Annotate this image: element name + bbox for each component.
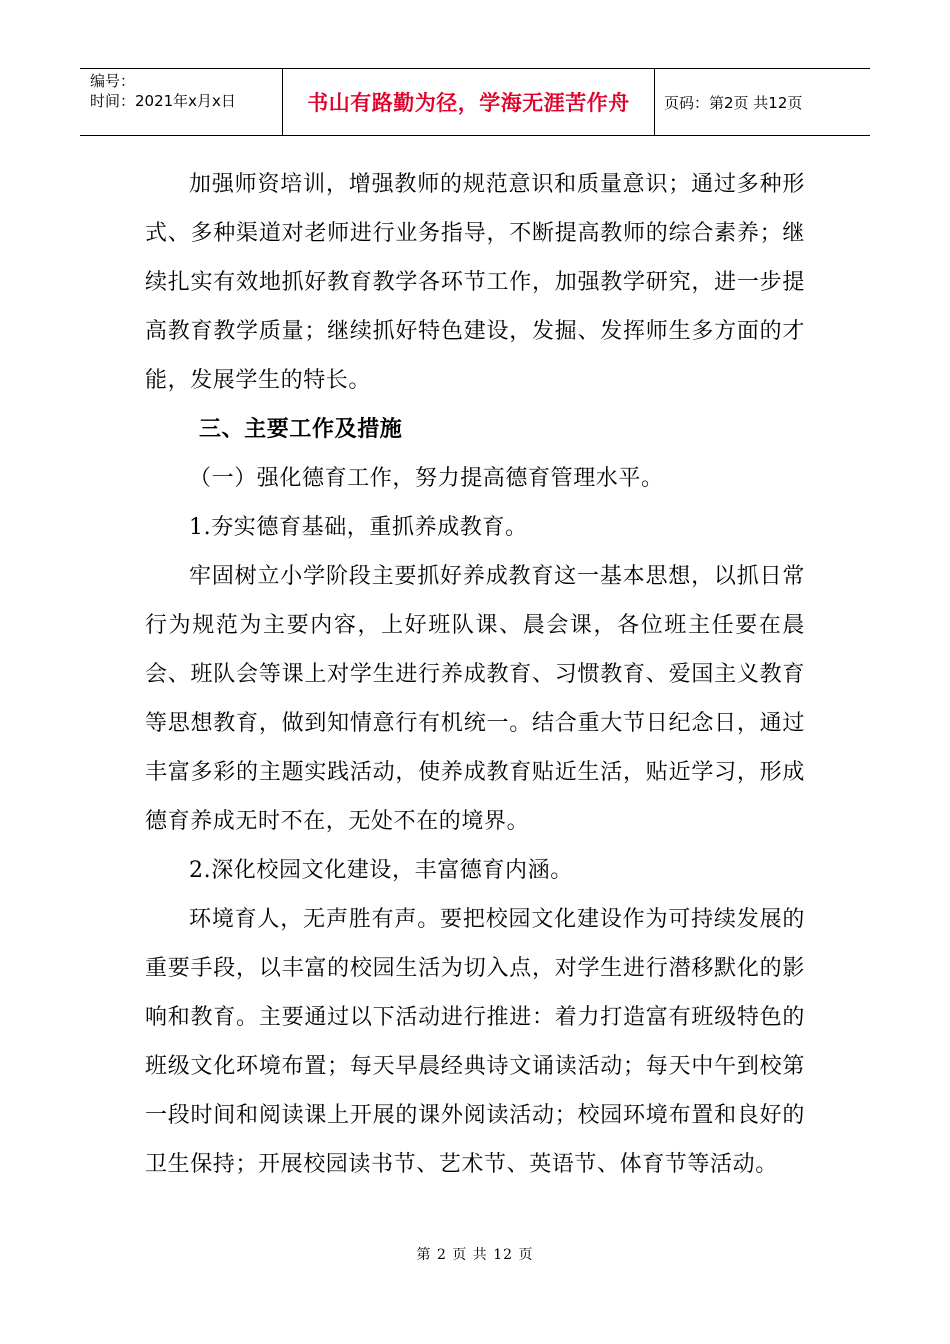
section-heading-3: 三、主要工作及措施 [199, 416, 403, 442]
page-footer: 第 2 页 共 12 页 [416, 1247, 534, 1263]
date-label: 时间：2021年x月x日 [90, 92, 236, 110]
paragraph-campus-culture: 环境育人，无声胜有声。要把校园文化建设作为可持续发展的重要手段，以丰富的校园生活为切入点，对学生进行潜移默化的影响和教育。主要通过以下活动进行推进：着力打造富有班级特色的班级文化环境布置；每天早晨经典诗文诵读活动；每天中午到校第一段时间和阅读课上开展的课外阅读活动；校园环境布置和良好的卫生保持；开展校园读书节、艺术节、英语节、体育节等活动。 [145, 907, 805, 1177]
number-label: 编号： [90, 72, 136, 90]
subsection-heading-1: （一）强化德育工作，努力提高德育管理水平。 [189, 466, 664, 491]
paragraph-training: 加强师资培训，增强教师的规范意识和质量意识；通过多种形式、多种渠道对老师进行业务指导，不断提高教师的综合素养；继续扎实有效地抓好教育教学各环节工作，加强教学研究，进一步提高教育教学质量；继续抓好特色建设，发掘、发挥师生多方面的才能，发展学生的特长。 [145, 172, 805, 393]
paragraph-moral-education: 牢固树立小学阶段主要抓好养成教育这一基本思想，以抓日常行为规范为主要内容，上好班队课、晨会课，各位班主任要在晨会、班队会等课上对学生进行养成教育、习惯教育、爱国主义教育等思想教育，做到知情意行有机统一。结合重大节日纪念日，通过丰富多彩的主题实践活动，使养成教育贴近生活，贴近学习，形成德育养成无时不在，无处不在的境界。 [145, 564, 805, 834]
item-heading-2: 2.深化校园文化建设，丰富德育内涵。 [189, 858, 573, 883]
document-body [145, 160, 805, 1189]
header-meta [80, 69, 283, 135]
header-page-info: 页码：第2页 共12页 [664, 93, 803, 112]
item-heading-1: 1.夯实德育基础，重抓养成教育。 [189, 515, 528, 540]
header-motto: 书山有路勤为径，学海无涯苦作舟 [283, 69, 655, 135]
document-header [80, 68, 870, 136]
